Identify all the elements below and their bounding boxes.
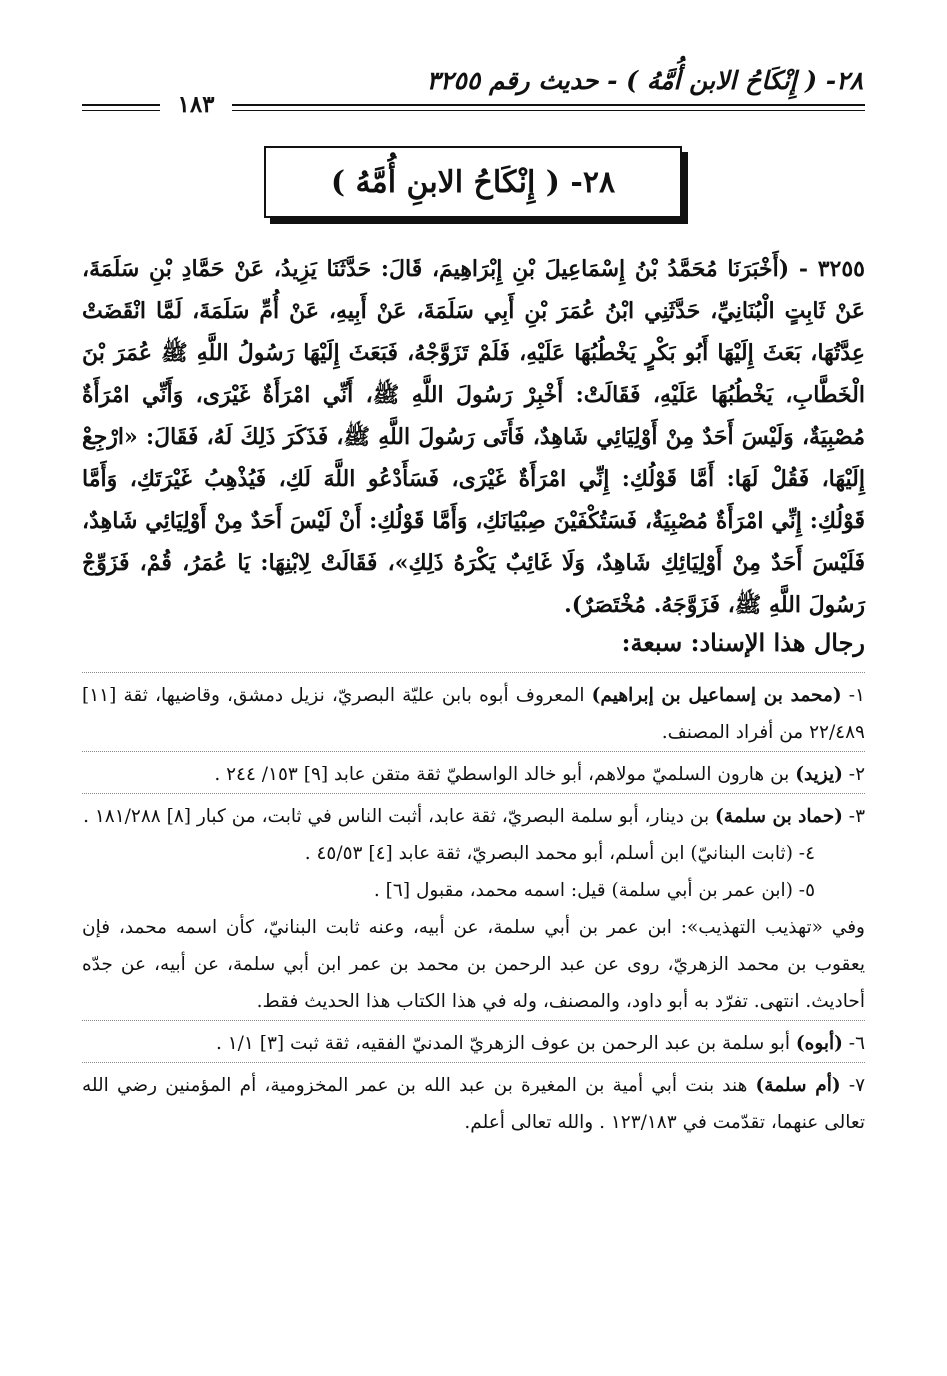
tahdhib-note: وفي «تهذيب التهذيب»: ابن عمر بن أبي سلمة، عن أبيه، وعنه ثابت البنانيّ، كأن اسمه محمد، فإن يعقوب بن محمد الزهريّ، روى عن عبد الرحمن بن محمد بن عمر ابن أبي سلمة، عن أبيه، عن جدّه أحاديث. انتهى. تفرّد به أبو داود، والمصنف، وله في هذا الكتاب هذا الحديث فقط. (82, 917, 865, 1012)
entry-number: ١- (841, 685, 865, 706)
narrator-details: بن هارون السلميّ مولاهم، أبو خالد الواسطيّ ثقة متقن عابد [٩] ١٥٣/ ٢٤٤ . (214, 764, 796, 785)
entry-number: ٥- (792, 880, 815, 901)
running-header-title: ٢٨- ( إِنْكَاحُ الابن أُمَّهُ ) - حديث رقم ٣٢٥٥ (426, 66, 863, 95)
hadith-text: ٣٢٥٥ - (أَخْبَرَنَا مُحَمَّدُ بْنُ إِسْمَاعِيلَ بْنِ إِبْرَاهِيمَ، قَالَ: حَدَّثَنَا يَزِيدُ، عَنْ حَمَّادِ بْنِ سَلَمَةَ، عَنْ ثَابِتٍ الْبُنَانِيِّ، حَدَّثَنِي ابْنُ عُمَرَ بْنِ أَبِي سَلَمَةَ، عَنْ أَبِيهِ، عَنْ أُمِّ سَلَمَةَ، لَمَّا انْقَضَتْ عِدَّتُهَا، بَعَثَ إِلَيْهَا أَبُو بَكْرٍ يَخْطُبُهَا عَلَيْهِ، فَلَمْ تَزَوَّجْهُ، فَبَعَثَ إِلَيْهَا رَسُولُ اللَّهِ ﷺ عُمَرَ بْنَ الْخَطَّابِ، يَخْطُبُهَا عَلَيْهِ، فَقَالَتْ: أَخْبِرْ رَسُولَ اللَّهِ ﷺ، أَنِّي امْرَأَةٌ غَيْرَى، وَأَنِّي امْرَأَةٌ مُصْبِيَةٌ، وَلَيْسَ أَحَدٌ مِنْ أَوْلِيَائِي شَاهِدٌ، فَأَتَى رَسُولَ اللَّهِ ﷺ، فَذَكَرَ ذَلِكَ لَهُ، فَقَالَ: «ارْجِعْ إِلَيْهَا، فَقُلْ لَهَا: أَمَّا قَوْلُكِ: إِنِّي امْرَأَةٌ غَيْرَى، فَسَأَدْعُو اللَّهَ لَكِ، فَيُذْهِبُ غَيْرَتَكِ، وَأَمَّا قَوْلُكِ: إِنِّي امْرَأَةٌ مُصْبِيَةٌ، فَسَتُكْفَيْنَ صِبْيَانَكِ، وَأَمَّا قَوْلُكِ: أَنْ لَيْسَ أَحَدٌ مِنْ أَوْلِيَائِي شَاهِدٌ، فَلَيْسَ أَحَدٌ مِنْ أَوْلِيَائِكِ شَاهِدٌ، وَلَا غَائِبٌ يَكْرَهُ ذَلِكِ»، فَقَالَتْ لِابْنِهَا: يَا عُمَرُ، قُمْ، فَزَوِّجْ رَسُولَ اللَّهِ ﷺ، فَزَوَّجَهُ. مُخْتَصَرٌ). (82, 256, 865, 618)
chapter-title: ٢٨- ( إِنْكَاحُ الابنِ أُمَّهُ ) (330, 164, 616, 200)
narrator-name: (ابن عمر بن أبي سلمة) (611, 880, 793, 901)
narrator-entry (82, 1062, 865, 1141)
narrator-details: ابن أسلم، أبو محمد البصريّ، ثقة عابد [٤] ٤٥/٥٣ . (304, 843, 691, 864)
narrator-details: المعروف أبوه بابن عليّة البصريّ، نزيل دمشق، وقاضيها، ثقة [١١] ٢٢/٤٨٩ من أفراد المصنف. (82, 685, 865, 743)
narrator-details: بن دينار، أبو سلمة البصريّ، ثقة عابد، أثبت الناس في ثابت، من كبار [٨] ١٨١/٢٨٨ . (83, 806, 716, 827)
narrator-name: (محمد بن إسماعيل بن إبراهيم) (591, 685, 842, 706)
entry-number: ٧- (840, 1075, 866, 1096)
entry-number: ٤- (792, 843, 815, 864)
narrator-details: أبو سلمة بن عبد الرحمن بن عوف الزهريّ المدنيّ الفقيه، ثقة ثبت [٣] ١/١ . (215, 1033, 796, 1054)
narrator-details: قيل: اسمه محمد، مقبول [٦] . (373, 880, 612, 901)
chapter-title-box (264, 146, 682, 218)
narrator-entry (82, 672, 865, 751)
narrator-details: هند بنت أبي أمية بن المغيرة بن عبد الله بن عمر المخزومية، أم المؤمنين رضي الله تعالى عنهما، تقدّمت في ١٢٣/١٨٣ . والله تعالى أعلم. (82, 1075, 865, 1133)
narrator-name: (يزيد) (795, 764, 843, 785)
entry-number: ٣- (842, 806, 865, 827)
narrator-entry (82, 793, 865, 835)
narrator-name: (حماد بن سلمة) (715, 806, 843, 827)
narrator-name: (ثابت البنانيّ) (690, 843, 793, 864)
narrator-entry (82, 835, 865, 872)
entry-number: ٢- (842, 764, 865, 785)
narrator-entry (82, 872, 865, 909)
page-number: ١٨٣ (160, 91, 232, 119)
entry-number: ٦- (842, 1033, 865, 1054)
narrator-name: (أم سلمة) (755, 1075, 841, 1096)
narrator-name: (أبوه) (795, 1033, 843, 1054)
narrator-list (82, 672, 865, 1141)
narrator-entry (82, 1020, 865, 1062)
narrator-entry (82, 751, 865, 793)
hadith-text-block (82, 248, 865, 626)
isnad-heading: رجال هذا الإسناد: سبعة: (621, 628, 865, 657)
